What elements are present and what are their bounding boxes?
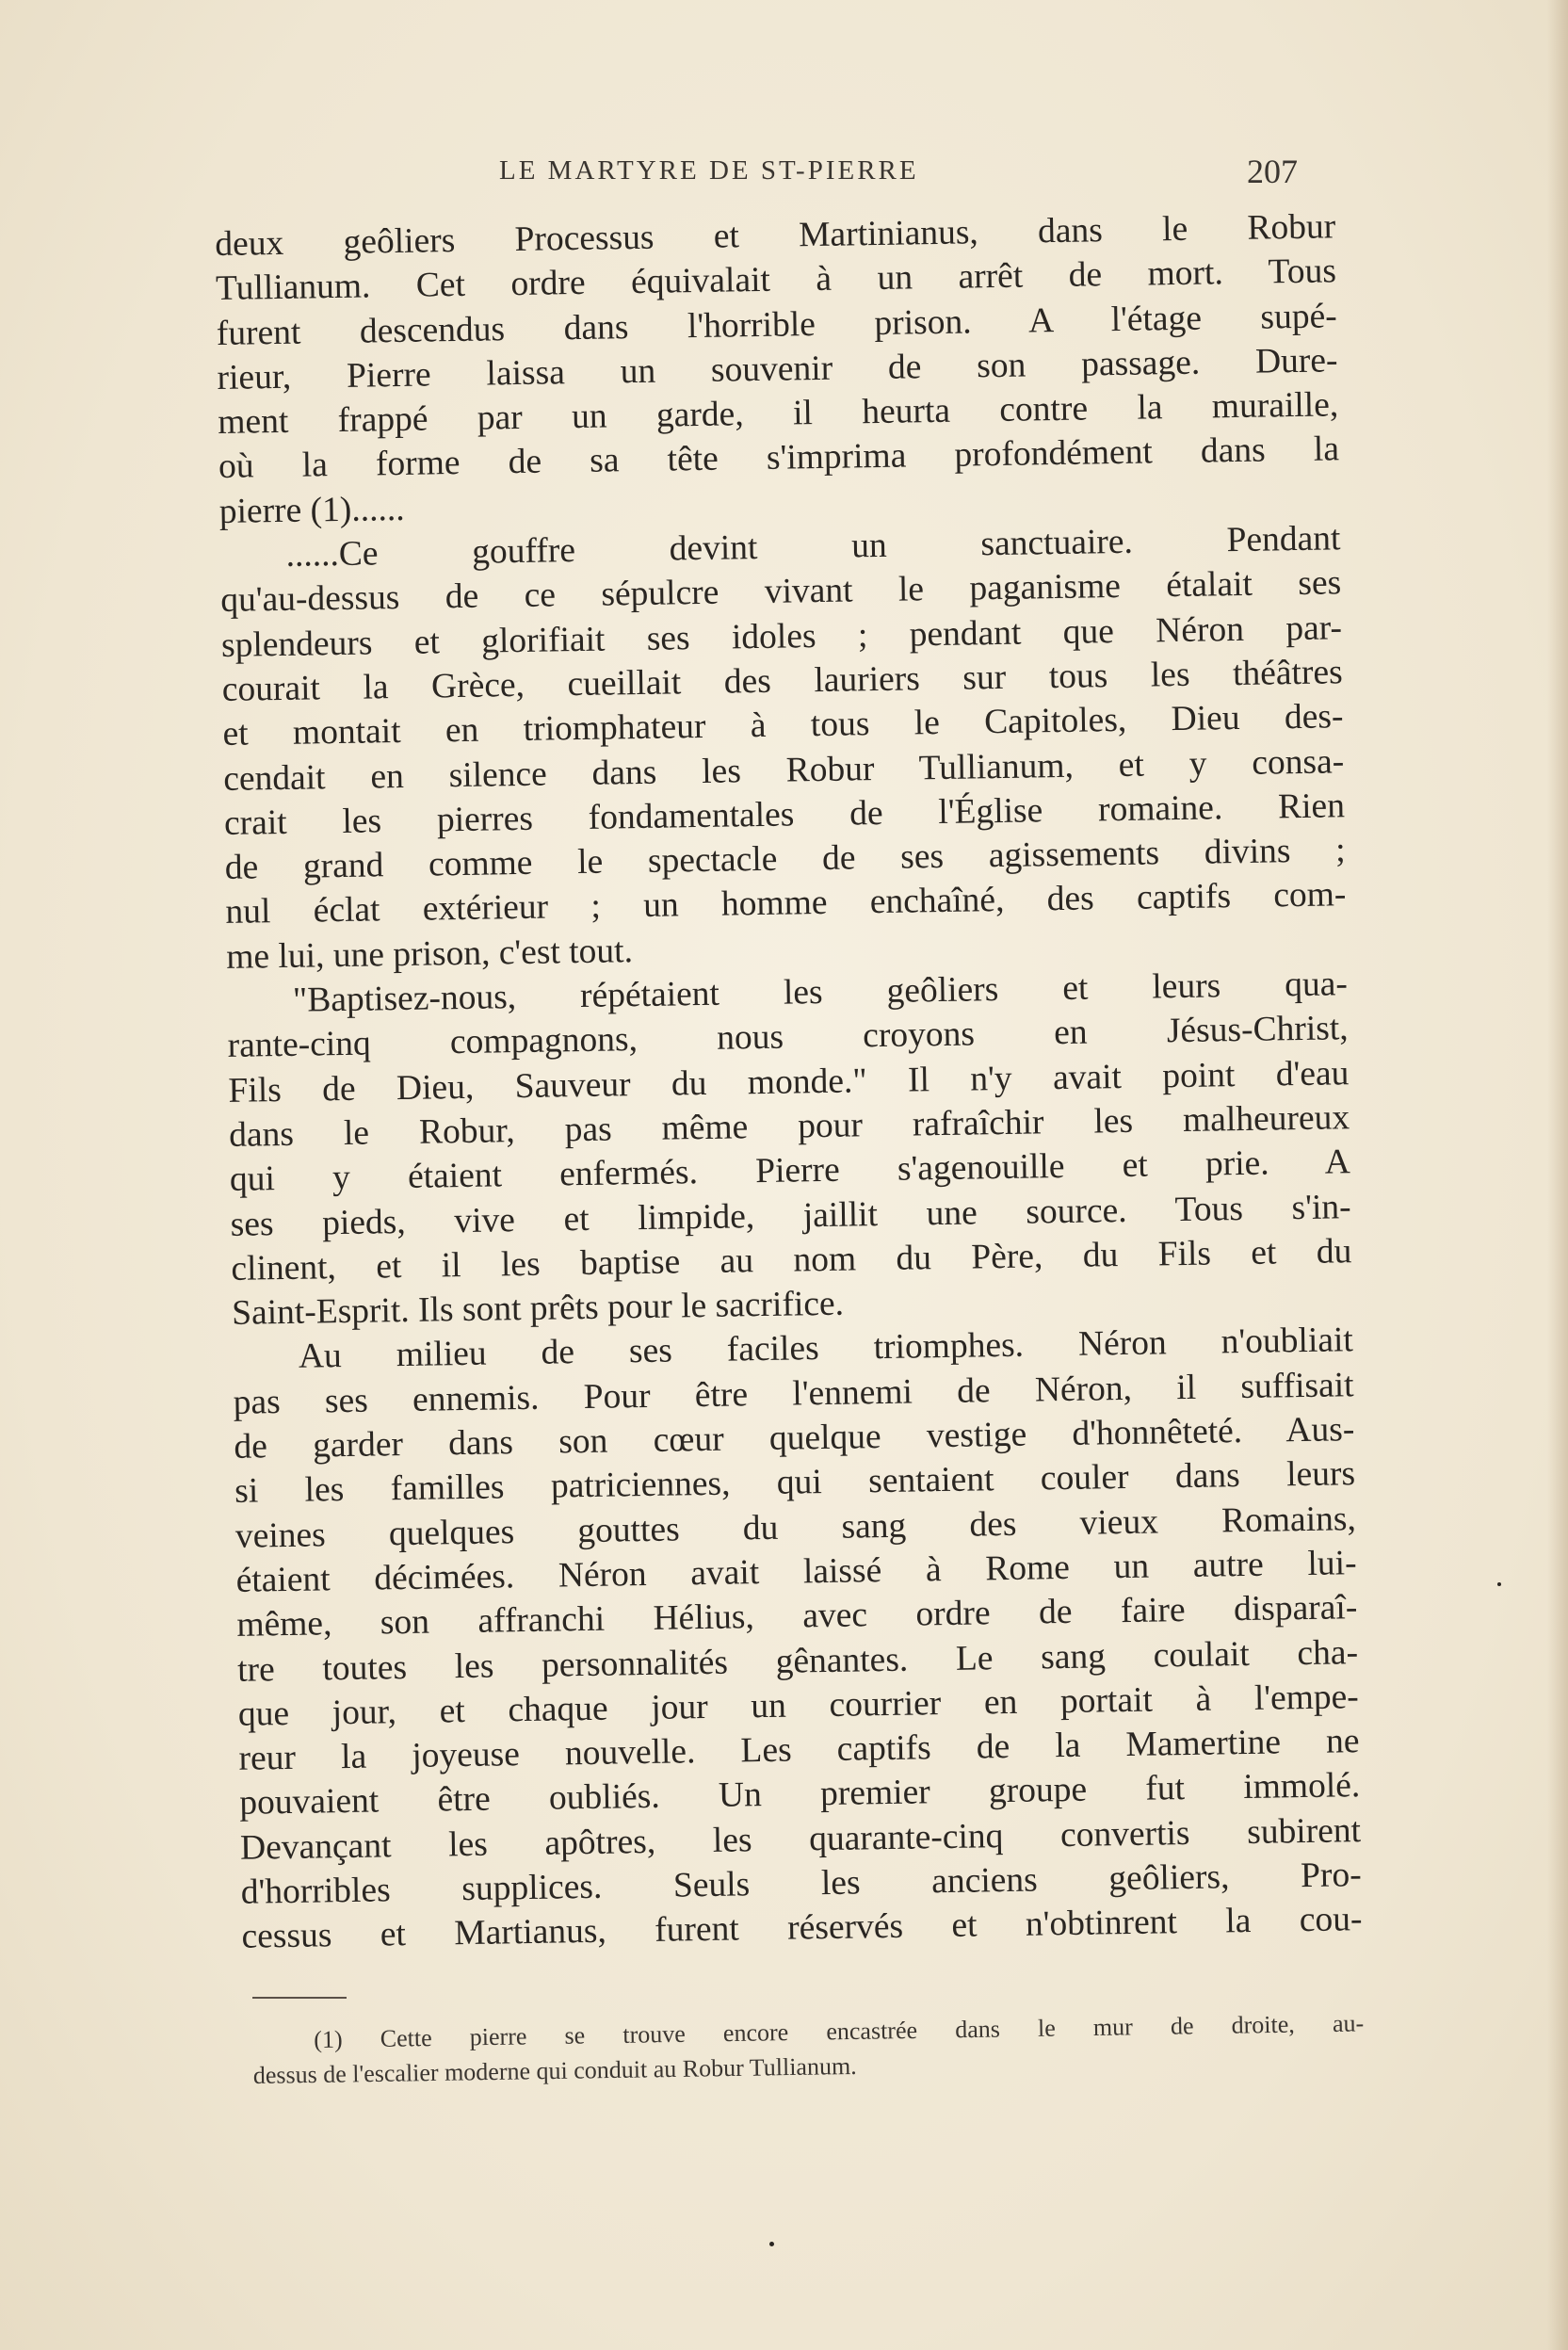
text-line: étaient décimées. Néron avait laissé à Rome un autre lui- — [235, 1544, 1357, 1600]
text-line: ses pieds, vive et limpide, jaillit une source. Tous s'in- — [230, 1187, 1351, 1244]
text-line: Saint-Esprit. Ils sont prêts pour le sacrifice. — [231, 1284, 845, 1333]
running-title: LE MARTYRE DE ST-PIERRE — [499, 155, 919, 186]
footnote-line: (1) Cette pierre se trouve encore encastrée dans le mur de droite, au- — [314, 2009, 1365, 2053]
body-text — [215, 204, 1363, 1959]
text-line: où la forme de sa tête s'imprima profondément dans la — [218, 429, 1340, 487]
text-line: pouvaient être oubliés. Un premier groupe fut immolé. — [239, 1766, 1361, 1823]
text-line: Tullianum. Cet ordre équivalait à un arrêt de mort. Tous — [215, 251, 1337, 309]
page-edge-shadow — [1547, 0, 1568, 2350]
text-line: furent descendus dans l'horrible prison. A l'étage supé- — [216, 296, 1338, 353]
text-line: "Baptisez-nous, répétaient les geôliers et leurs qua- — [292, 964, 1349, 1020]
running-head — [217, 155, 1318, 203]
text-line: pas ses ennemis. Pour être l'ennemi de Néron, il suffisait — [233, 1365, 1354, 1422]
text-line: reur la joyeuse nouvelle. Les captifs de la Mamertine ne — [238, 1722, 1360, 1778]
text-line: de grand comme le spectacle de ses agissements divins ; — [224, 831, 1346, 888]
footnote-rule — [252, 1997, 347, 1999]
text-line: même, son affranchi Hélius, avec ordre de faire disparaî- — [236, 1588, 1358, 1645]
text-line: clinent, et il les baptise au nom du Père, du Fils et du — [231, 1232, 1352, 1288]
text-line: ......Ce gouffre devint un sanctuaire. Pendant — [285, 519, 1341, 575]
text-line: cendait en silence dans les Robur Tullianum, et y consa- — [222, 741, 1345, 799]
text-line: splendeurs et glorifiait ses idoles ; pendant que Néron par- — [220, 608, 1343, 665]
text-line: pierre (1)...... — [218, 489, 405, 531]
text-line: tre toutes les personnalités gênantes. Le sang coulait cha- — [236, 1632, 1359, 1690]
text-line: qu'au-dessus de ce sépulcre vivant le paganisme étalait ses — [219, 563, 1342, 621]
text-line: et montait en triomphateur à tous le Capitoles, Dieu des- — [222, 697, 1344, 754]
text-line: rante-cinq compagnons, nous croyons en Jésus-Christ, — [227, 1009, 1349, 1066]
text-line: Au milieu de ses faciles triomphes. Néron n'oubliait — [298, 1321, 1354, 1377]
text-line: cessus et Martianus, furent réservés et n'obtinrent la cou- — [241, 1900, 1363, 1957]
text-line: deux geôliers Processus et Martinianus, dans le Robur — [215, 207, 1336, 264]
text-line: dans le Robur, pas même pour rafraîchir les malheureux — [228, 1098, 1350, 1155]
text-line: nul éclat extérieur ; un homme enchaîné, des captifs com- — [225, 875, 1347, 932]
text-line: Fils de Dieu, Sauveur du monde." Il n'y avait point d'eau — [228, 1053, 1350, 1110]
page-number: 207 — [1247, 153, 1298, 190]
text-line: Devançant les apôtres, les quarante-cinq convertis subirent — [239, 1810, 1362, 1868]
text-line: veines quelques gouttes du sang des vieux Romains, — [234, 1499, 1357, 1556]
text-line: si les familles patriciennes, qui sentaient couler dans leurs — [234, 1454, 1356, 1512]
text-line: ment frappé par un garde, il heurta contre la muraille, — [218, 385, 1339, 443]
text-line: qui y étaient enfermés. Pierre s'agenouille et prie. A — [229, 1143, 1351, 1200]
text-line: d'horribles supplices. Seuls les anciens geôliers, Pro- — [240, 1856, 1363, 1912]
ink-speck — [1497, 1582, 1501, 1586]
text-line: de garder dans son cœur quelque vestige d'honnêteté. Aus- — [234, 1410, 1355, 1467]
text-line: crait les pierres fondamentales de l'Église romaine. Rien — [223, 786, 1346, 843]
ink-speck — [769, 2242, 774, 2246]
footnote — [252, 2005, 1365, 2093]
text-line: rieur, Pierre laissa un souvenir de son passage. Dure- — [217, 341, 1338, 397]
text-line: courait la Grèce, cueillait des lauriers sur tous les théâtres — [221, 653, 1343, 709]
footnote-line: dessus de l'escalier moderne qui conduit au Robur Tullianum. — [252, 2051, 857, 2089]
text-line: que jour, et chaque jour un courrier en portait à l'empe- — [237, 1677, 1360, 1734]
text-line: me lui, une prison, c'est tout. — [225, 931, 634, 977]
